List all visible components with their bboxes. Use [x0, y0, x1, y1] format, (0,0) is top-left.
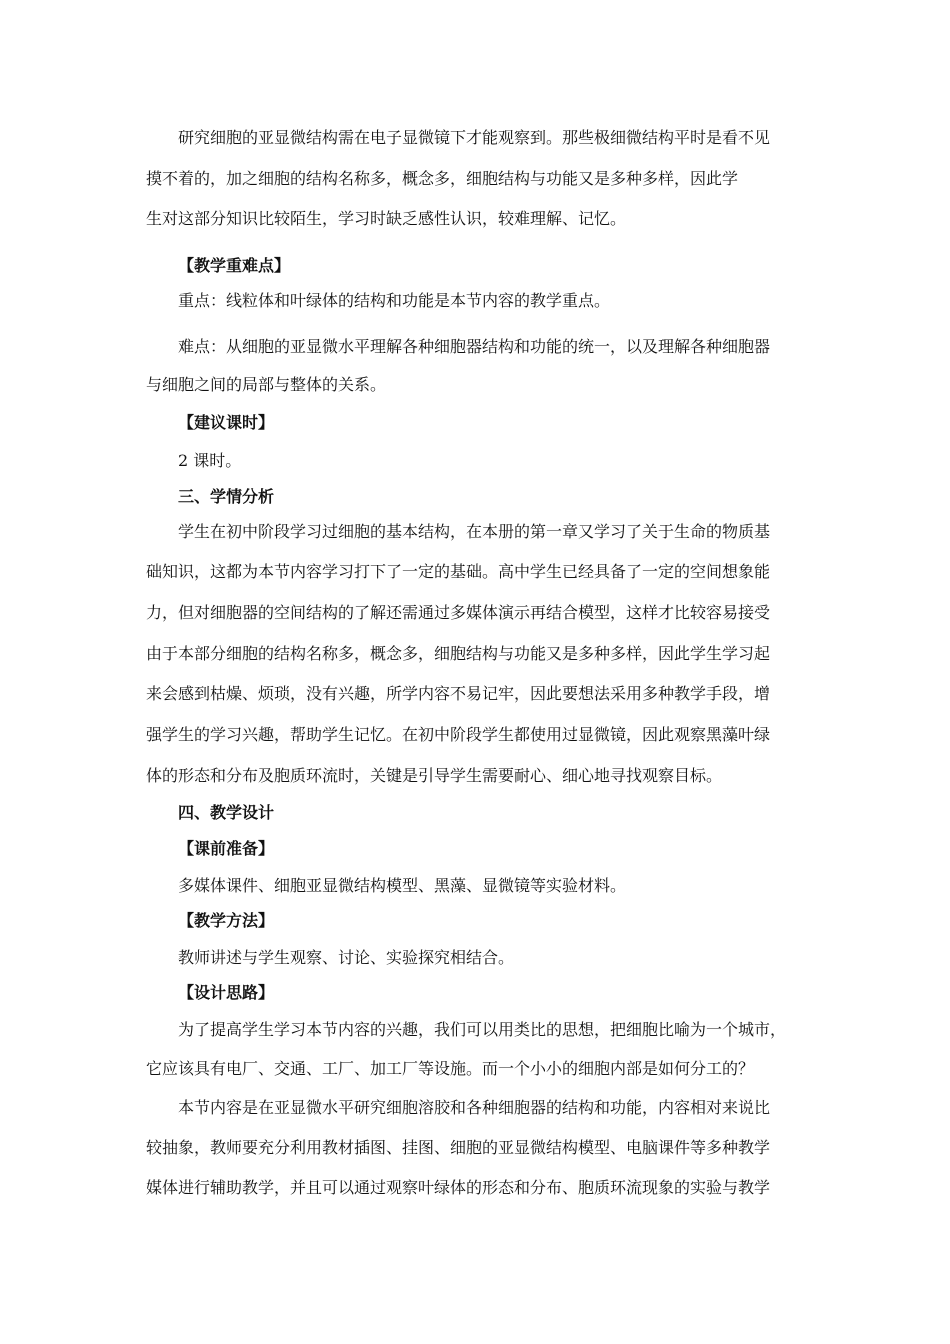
- approach-line: 为了提高学生学习本节内容的兴趣，我们可以用类比的思想，把细胞比喻为一个城市，: [178, 1020, 787, 1039]
- student-analysis-line: 体的形态和分布及胞质环流时，关键是引导学生需要耐心、细心地寻找观察目标。: [146, 766, 723, 785]
- student-analysis-line: 学生在初中阶段学习过细胞的基本结构，在本册的第一章又学习了关于生命的物质基: [178, 522, 771, 541]
- intro-line-3: 生对这部分知识比较陌生，学习时缺乏感性认识，较难理解、记忆。: [146, 209, 627, 228]
- teaching-design-heading: 四、教学设计: [178, 803, 275, 822]
- method-text: 教师讲述与学生观察、讨论、实验探究相结合。: [178, 948, 515, 967]
- method-heading: 【教学方法】: [178, 911, 275, 930]
- intro-line-2: 摸不着的，加之细胞的结构名称多，概念多，细胞结构与功能又是多种多样，因此学: [146, 169, 739, 188]
- preparation-heading: 【课前准备】: [178, 839, 275, 858]
- key-points-focus: 重点：线粒体和叶绿体的结构和功能是本节内容的教学重点。: [178, 291, 611, 310]
- class-hours-text: 2 课时。: [178, 451, 242, 470]
- preparation-text: 多媒体课件、细胞亚显微结构模型、黑藻、显微镜等实验材料。: [178, 876, 627, 895]
- approach-line: 本节内容是在亚显微水平研究细胞溶胶和各种细胞器的结构和功能，内容相对来说比: [178, 1098, 771, 1117]
- student-analysis-line: 础知识，这都为本节内容学习打下了一定的基础。高中学生已经具备了一定的空间想象能: [146, 562, 771, 581]
- approach-line: 媒体进行辅助教学，并且可以通过观察叶绿体的形态和分布、胞质环流现象的实验与教学: [146, 1178, 771, 1197]
- student-analysis-line: 由于本部分细胞的结构名称多，概念多，细胞结构与功能又是多种多样，因此学生学习起: [146, 644, 771, 663]
- student-analysis-line: 力，但对细胞器的空间结构的了解还需通过多媒体演示再结合模型，这样才比较容易接受: [146, 603, 771, 622]
- key-points-difficulty-line-1: 难点：从细胞的亚显微水平理解各种细胞器结构和功能的统一，以及理解各种细胞器: [178, 337, 771, 356]
- key-points-difficulty-line-2: 与细胞之间的局部与整体的关系。: [146, 375, 387, 394]
- student-analysis-heading: 三、学情分析: [178, 487, 275, 506]
- approach-line: 较抽象，教师要充分利用教材插图、挂图、细胞的亚显微结构模型、电脑课件等多种教学: [146, 1138, 771, 1157]
- student-analysis-line: 强学生的学习兴趣，帮助学生记忆。在初中阶段学生都使用过显微镜，因此观察黑藻叶绿: [146, 725, 771, 744]
- student-analysis-line: 来会感到枯燥、烦琐，没有兴趣，所学内容不易记牢，因此要想法采用多种教学手段，增: [146, 684, 771, 703]
- class-hours-heading: 【建议课时】: [178, 413, 275, 432]
- intro-line-1: 研究细胞的亚显微结构需在电子显微镜下才能观察到。那些极细微结构平时是看不见: [178, 128, 771, 147]
- approach-heading: 【设计思路】: [178, 983, 275, 1002]
- approach-line: 它应该具有电厂、交通、工厂、加工厂等设施。而一个小小的细胞内部是如何分工的？: [146, 1059, 755, 1078]
- key-points-heading: 【教学重难点】: [178, 256, 291, 275]
